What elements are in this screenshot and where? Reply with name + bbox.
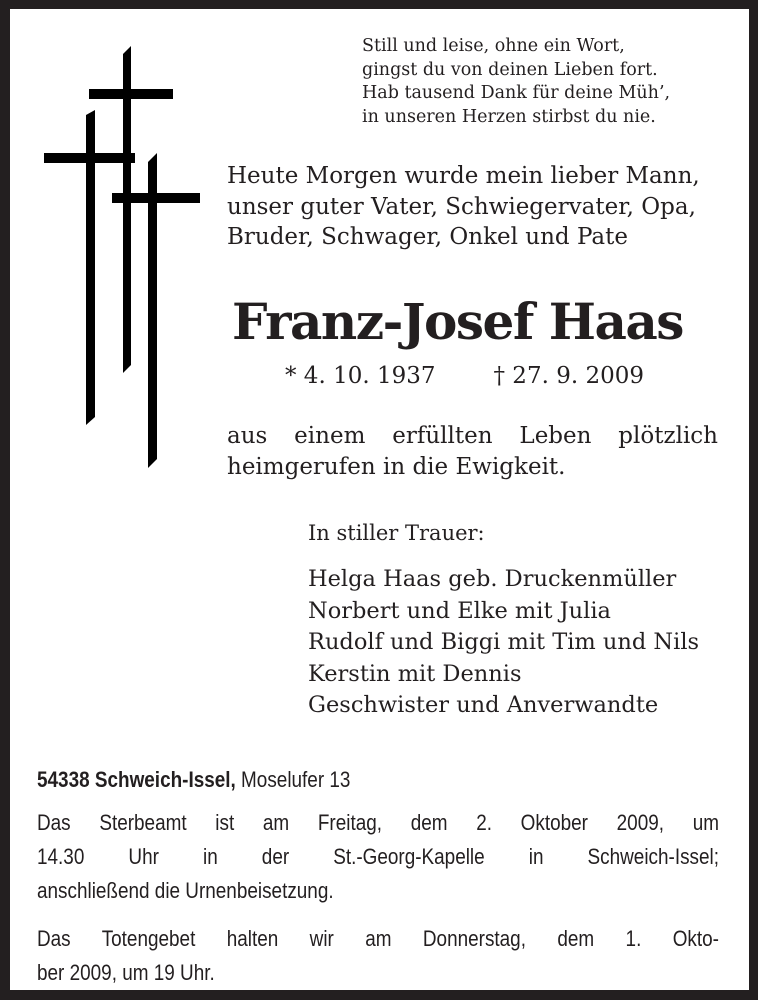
life-line: aus einem erfüllten Leben plötzlich xyxy=(227,423,718,449)
life-line: heimgerufen in die Ewigkeit. xyxy=(227,453,566,480)
mourners-list xyxy=(308,564,699,722)
family-address xyxy=(37,765,350,795)
three-crosses-icon xyxy=(10,9,240,489)
mourner: Helga Haas geb. Druckenmüller xyxy=(308,566,677,592)
service-line: anschließend die Urnenbeisetzung. xyxy=(37,878,334,903)
intro-line: Heute Morgen wurde mein lieber Mann, xyxy=(227,163,700,189)
deceased-name: Franz-Josef Haas xyxy=(232,292,683,351)
address-street: Moselufer 13 xyxy=(241,767,351,792)
prayer-info xyxy=(37,922,719,990)
prayer-line: Das Totengebet halten wir am Donnerstag, dem 1. Okto- xyxy=(37,926,719,951)
mourner: Rudolf und Biggi mit Tim und Nils xyxy=(308,629,700,655)
service-line: 14.30 Uhr in der St.-Georg-Kapelle in Schweich-Issel; xyxy=(37,844,719,869)
announcement-intro xyxy=(227,161,718,253)
poem-line: Hab tausend Dank für deine Müh’, xyxy=(362,83,671,103)
poem-line: gingst du von deinen Lieben fort. xyxy=(362,59,658,80)
birth-date: * 4. 10. 1937 xyxy=(285,363,436,389)
intro-line: unser guter Vater, Schwiegervater, Opa, xyxy=(227,193,696,220)
mourner: Geschwister und Anverwandte xyxy=(308,692,659,718)
service-line: Das Sterbeamt ist am Freitag, dem 2. Oktober 2009, um xyxy=(37,810,719,835)
mourner: Kerstin mit Dennis xyxy=(308,660,522,687)
death-date: † 27. 9. 2009 xyxy=(493,363,644,389)
poem xyxy=(362,35,670,129)
life-statement xyxy=(227,421,718,482)
intro-line: Bruder, Schwager, Onkel und Pate xyxy=(227,224,628,250)
obituary-notice xyxy=(10,9,749,990)
poem-line: Still und leise, ohne ein Wort, xyxy=(362,36,625,56)
life-dates xyxy=(285,361,644,391)
funeral-service-info xyxy=(37,806,719,908)
prayer-line: ber 2009, um 19 Uhr. xyxy=(37,960,215,985)
address-place: 54338 Schweich-Issel, xyxy=(37,767,236,792)
poem-line: in unseren Herzen stirbst du nie. xyxy=(362,106,656,127)
mourner: Norbert und Elke mit Julia xyxy=(308,597,611,624)
mourning-label: In stiller Trauer: xyxy=(308,521,485,545)
